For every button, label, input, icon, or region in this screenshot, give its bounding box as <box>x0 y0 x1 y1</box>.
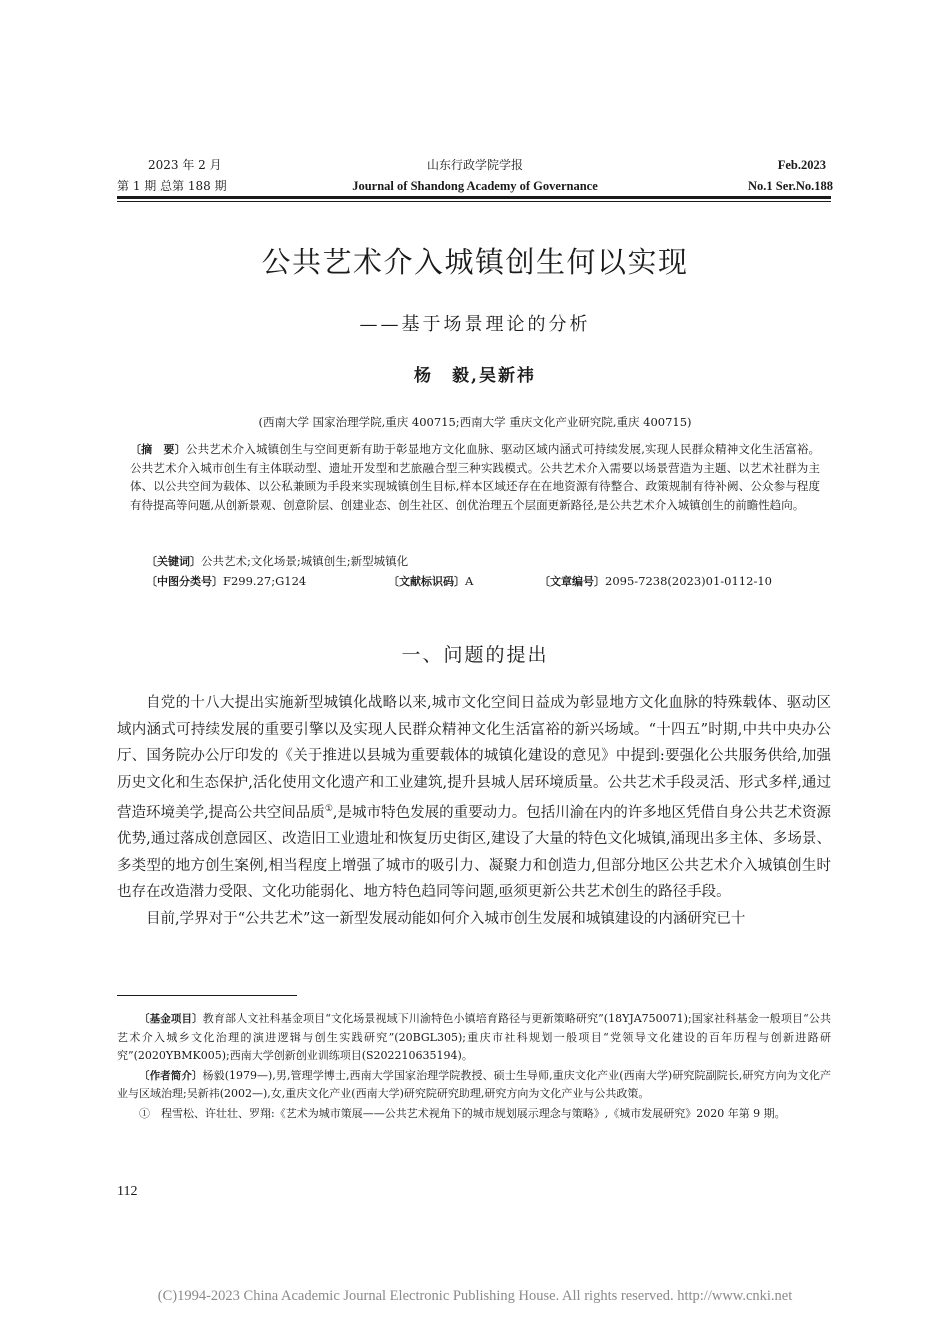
article-title: 公共艺术介入城镇创生何以实现 <box>261 245 689 279</box>
article-number-value: 2095-7238(2023)01-0112-10 <box>605 574 772 588</box>
author-affiliation: (西南大学 国家治理学院,重庆 400715;西南大学 重庆文化产业研究院,重庆 400715) <box>258 415 692 429</box>
header-issue-cn: 第 1 期 总第 188 期 <box>117 179 227 193</box>
header-date-cn: 2023 年 2 月 <box>148 158 222 172</box>
header-journal-en: Journal of Shandong Academy of Governance <box>352 179 598 193</box>
author-note-text: 杨毅(1979—),男,管理学博士,西南大学国家治理学院教授、硕士生导师,重庆文化产业(西南大学)研究院副院长,研究方向为文化产业与区域治理;吴新祎(2002—),女,重庆文化产业(西南大学)研究院研究助理,研究方向为文化产业与公共政策。 <box>117 1068 832 1100</box>
doc-code-value: A <box>465 574 474 588</box>
article-subtitle: ——基于场景理论的分析 <box>359 314 591 335</box>
fund-text: 教育部人文社科基金项目“文化场景视域下川渝特色小镇培育路径与更新策略研究”(18YJA750071);国家社科基金一般项目“公共艺术介入城乡文化治理的演进逻辑与创生实践研究”(20BGL305);重庆市社科规划一般项目“党领导文化建设的百年历程与创新进路研究”(2020YBMK005);西南大学创新创业训练项目(S202210635194)。 <box>117 1012 832 1062</box>
keywords-label: 〔关键词〕 <box>146 555 201 568</box>
footnotes <box>117 1010 831 1124</box>
article-number-label: 〔文章编号〕 <box>539 575 605 588</box>
keywords <box>146 553 408 569</box>
body-text <box>117 690 831 932</box>
header-rule-thick <box>117 196 831 199</box>
fund-note <box>117 1010 831 1066</box>
abstract-text: 公共艺术介入城镇创生与空间更新有助于彰显地方文化血脉、驱动区域内涵式可持续发展,实现人民群众精神文化生活富裕。公共艺术介入城市创生有主体联动型、遗址开发型和艺旅融合型三种实践模式。公共艺术介入需要以场景营造为主题、以艺术社群为主体、以公共空间为载体、以公私兼顾为手段来实现城镇创生目标,样本区域还存在在地资源有待整合、政策规制有待补阙、公众参与程度有待提高等问题,从创新景观、创意阶层、创建业态、创生社区、创优治理五个层面更新路径,是公共艺术介入城镇创生的前瞻性趋向。 <box>130 442 821 512</box>
body-paragraph-1a: 自党的十八大提出实施新型城镇化战略以来,城市文化空间日益成为彰显地方文化血脉的特殊载体、驱动区域内涵式可持续发展的重要引擎以及实现人民群众精神文化生活富裕的新兴场域。“十四五”时期,中共中央办公厅、国务院办公厅印发的《关于推进以县城为重要载体的城镇化建设的意见》中提到:要强化公共服务供给,加强历史文化和生态保护,活化使用文化遗产和工业建筑,提升县城人居环境质量。公共艺术手段灵活、形式多样,通过营造环境美学,提高公共空间品质 <box>117 695 831 821</box>
doc-code <box>388 573 473 589</box>
footnote-rule <box>117 995 297 996</box>
copyright-line: (C)1994-2023 China Academic Journal Electronic Publishing House. All rights reserved. http://www.cnki.net <box>157 1288 793 1304</box>
doc-code-label: 〔文献标识码〕 <box>388 575 465 588</box>
abstract-label: 〔摘 要〕 <box>130 443 186 456</box>
footnote-1 <box>117 1105 831 1124</box>
article-number <box>539 573 772 589</box>
fund-label: 〔基金项目〕 <box>139 1013 203 1025</box>
footnote-1-mark: ① <box>139 1106 150 1120</box>
header-issue-en: No.1 Ser.No.188 <box>748 179 833 193</box>
clc-number <box>146 573 306 589</box>
body-paragraph <box>117 690 831 906</box>
author-note <box>117 1067 831 1104</box>
body-paragraph-1b: ,是城市特色发展的重要动力。包括川渝在内的许多地区凭借自身公共艺术资源优势,通过落成创意园区、改造旧工业遗址和恢复历史街区,建设了大量的特色文化城镇,涌现出多主体、多场景、多类型的地方创生案例,相当程度上增强了城市的吸引力、凝聚力和创造力,但部分地区公共艺术介入城镇创生时也存在改造潜力受限、文化功能弱化、地方特色趋同等问题,亟须更新公共艺术创生的路径手段。 <box>117 804 832 901</box>
section-heading: 一、问题的提出 <box>401 644 549 666</box>
header-date-en: Feb.2023 <box>777 158 826 172</box>
footnote-ref: ① <box>324 804 333 814</box>
clc-value: F299.27;G124 <box>223 574 307 588</box>
article-authors: 杨 毅,吴新祎 <box>414 366 536 386</box>
page-number: 112 <box>117 1184 138 1199</box>
footnote-1-text: 程雪松、许壮壮、罗翔:《艺术为城市策展——公共艺术视角下的城市规划展示理念与策略》,《城市发展研究》2020 年第 9 期。 <box>161 1106 786 1120</box>
author-note-label: 〔作者简介〕 <box>139 1069 203 1082</box>
header-journal-cn: 山东行政学院学报 <box>426 158 523 172</box>
abstract <box>130 440 820 514</box>
body-paragraph: 目前,学界对于“公共艺术”这一新型发展动能如何介入城市创生发展和城镇建设的内涵研究已十 <box>146 910 746 927</box>
keywords-text: 公共艺术;文化场景;城镇创生;新型城镇化 <box>201 554 409 568</box>
clc-label: 〔中图分类号〕 <box>146 575 223 588</box>
header-rule-thin <box>117 201 831 202</box>
